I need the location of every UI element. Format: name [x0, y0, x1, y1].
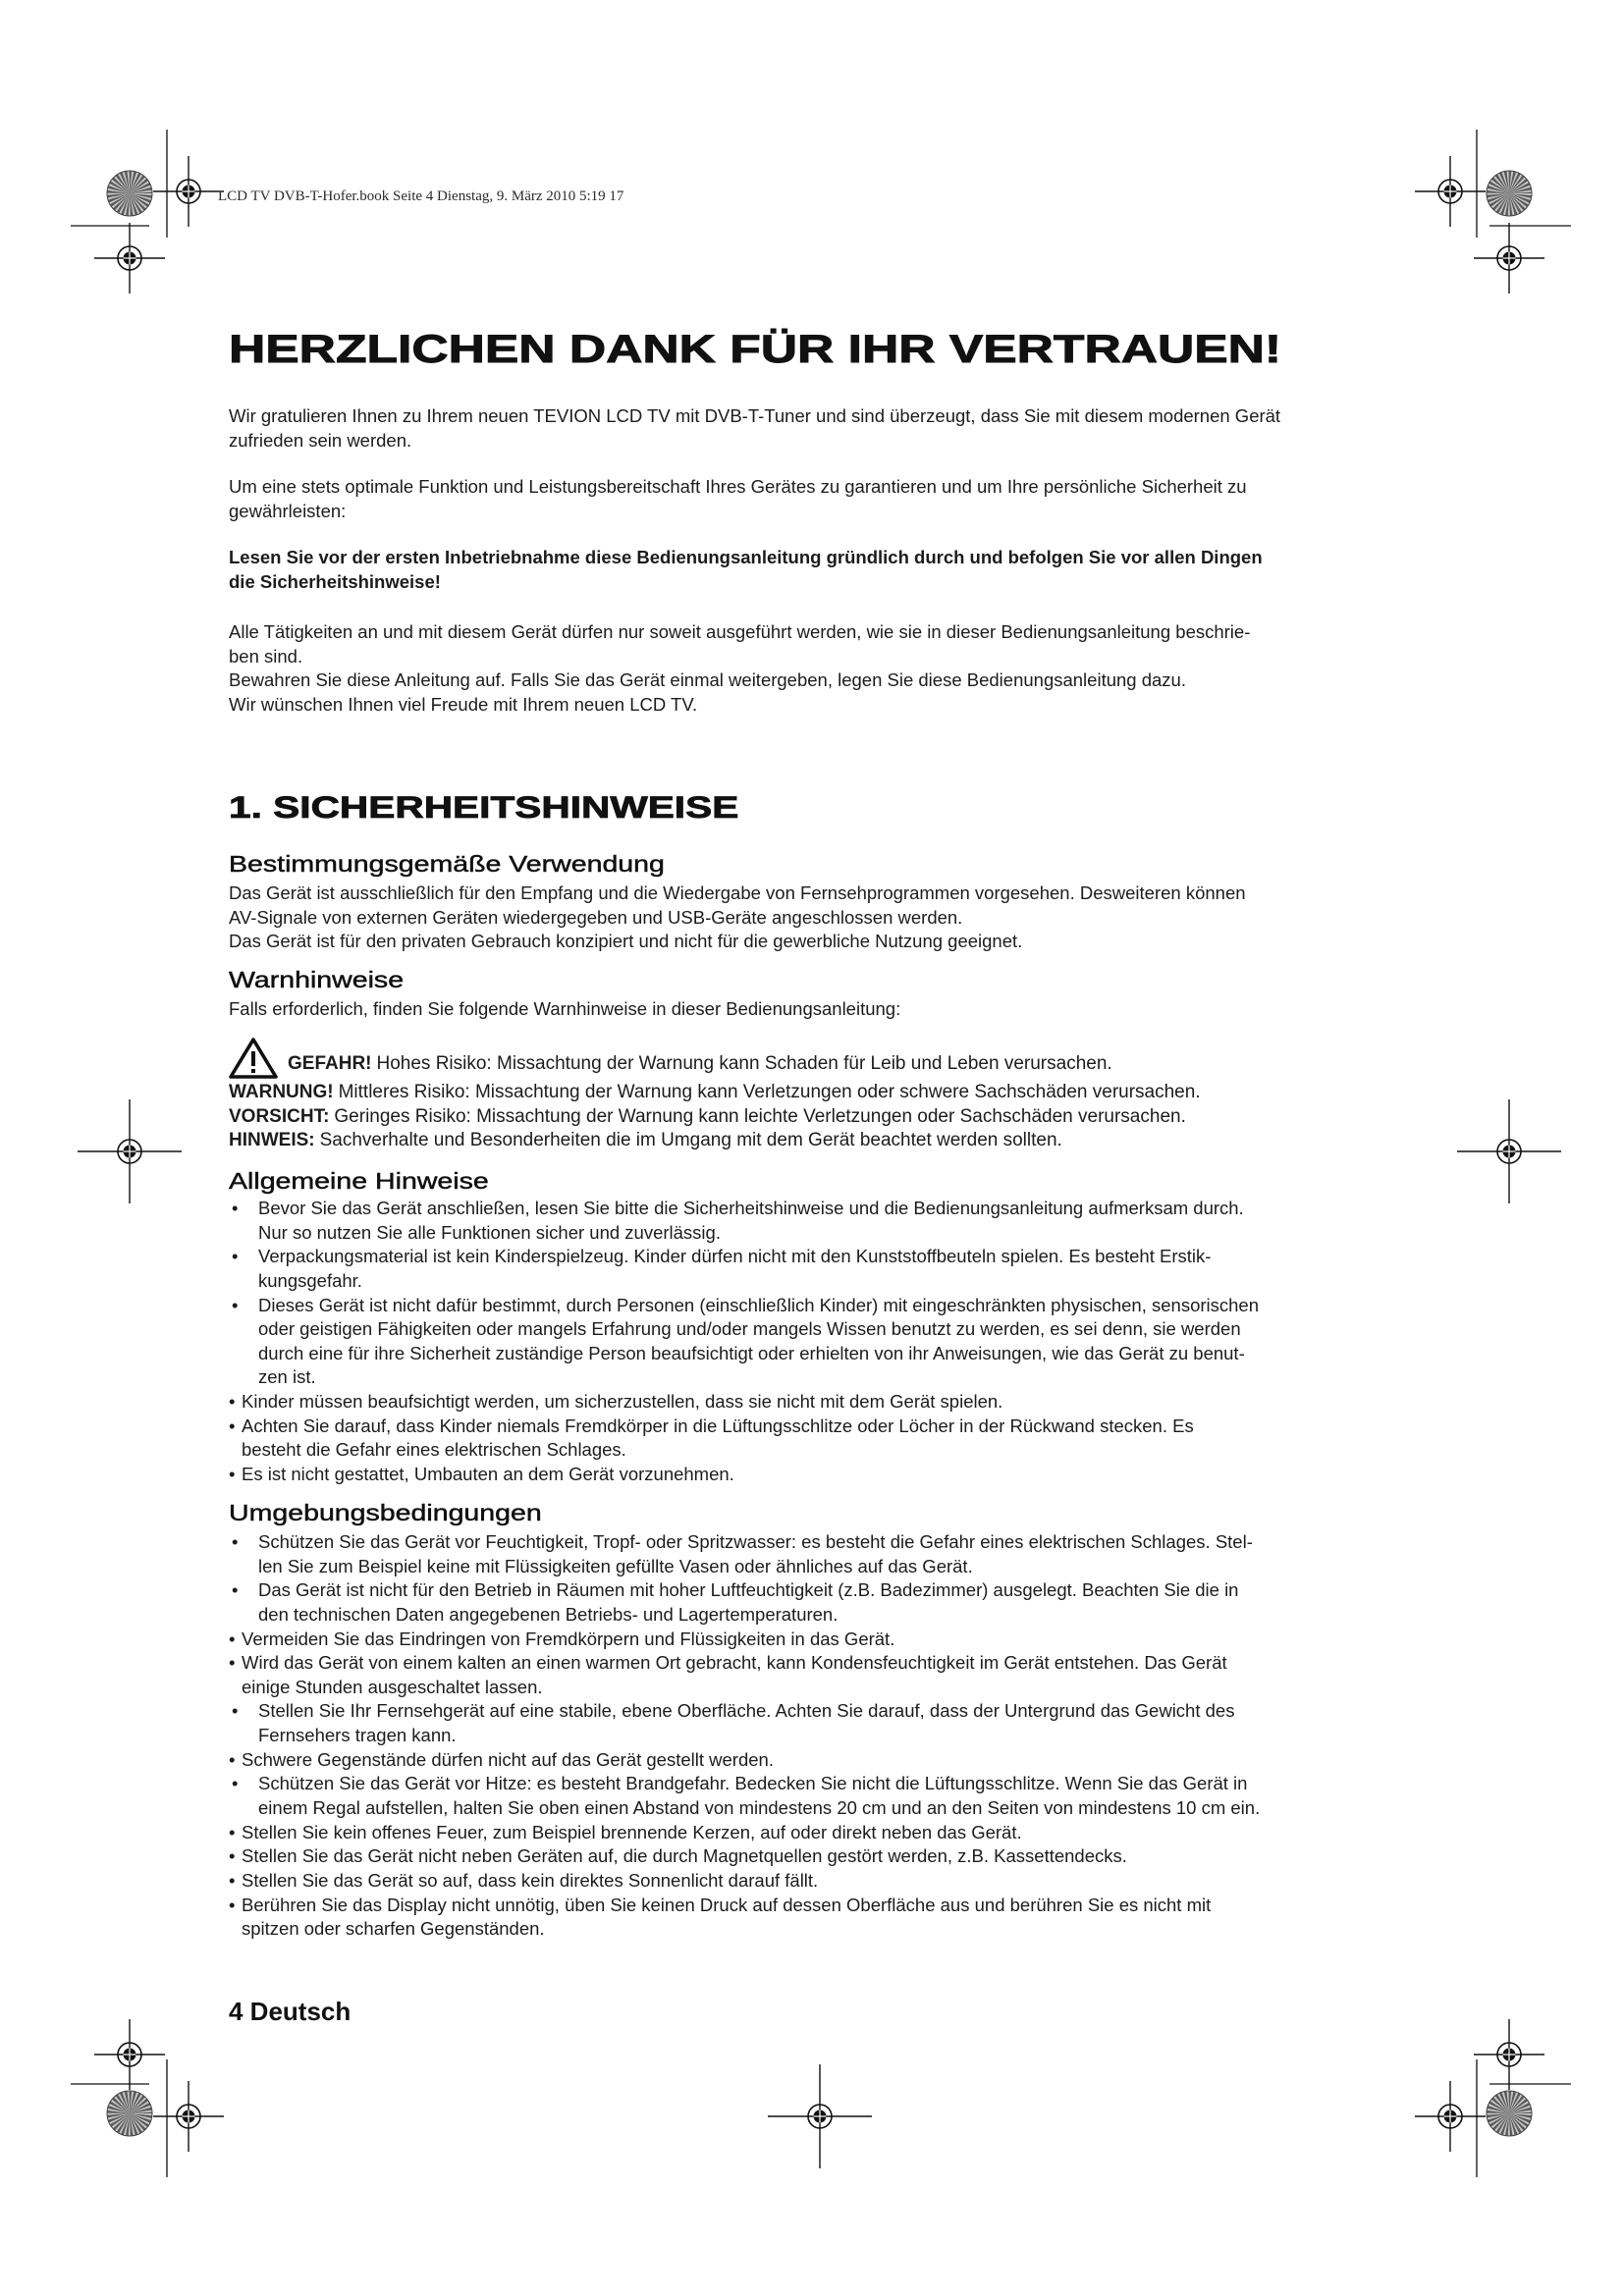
list-item: [229, 1651, 1260, 1699]
bullet: •: [229, 1845, 236, 1867]
subheading-umgebungsbedingungen: Umgebungsbedingungen: [229, 1500, 542, 1525]
text-line: Das Gerät ist nicht für den Betrieb in Räumen mit hoher Luftfeuchtigkeit (z.B. Badezimmer) ausgelegt. Beachten Sie die in: [258, 1579, 1239, 1601]
umgebungsbedingungen-list: [229, 1530, 1260, 1942]
crosshair-bottom-right-b: [1415, 2081, 1486, 2152]
list-item: [229, 1699, 1260, 1747]
bullet: •: [232, 1246, 239, 1267]
bullet: •: [232, 1773, 239, 1794]
bullet: •: [229, 1821, 236, 1842]
list-item: [229, 1578, 1260, 1627]
crosshair-bottom-center: [768, 2064, 872, 2168]
list-item: [229, 1390, 1259, 1415]
intro-paragraph-2: [229, 475, 1247, 523]
bullet: •: [232, 1294, 239, 1315]
text-line: zufrieden sein werden.: [229, 429, 412, 451]
warning-label: WARNUNG!: [229, 1082, 334, 1102]
bullet: •: [229, 1748, 236, 1770]
text-line: kungsgefahr.: [258, 1269, 362, 1291]
list-item: [229, 1869, 1260, 1894]
warning-label: HINWEIS:: [229, 1130, 315, 1151]
text-line: Schwere Gegenstände dürfen nicht auf das Gerät gestellt werden.: [242, 1748, 774, 1770]
print-slug-line: LCD TV DVB-T-Hofer.book Seite 4 Dienstag, 9. März 2010 5:19 17: [218, 188, 624, 204]
text-line: Stellen Sie Ihr Fernsehgerät auf eine stabile, ebene Oberfläche. Achten Sie darauf, dass der Untergrund das Gewicht des: [258, 1700, 1235, 1722]
warning-label: VORSICHT:: [229, 1105, 330, 1127]
bullet: •: [229, 1894, 236, 1915]
crosshair-middle-right: [1457, 1099, 1561, 1203]
text-line: oder geistigen Fähigkeiten oder mangels Erfahrung und/oder mangels Wissen benutzt zu werden, es sei denn, sie werden: [258, 1318, 1241, 1340]
list-item: [229, 1463, 1259, 1487]
registration-star-bottom-right: [1487, 2091, 1532, 2136]
text-line: AV-Signale von externen Geräten wiedergegeben und USB-Geräte angeschlossen werden.: [229, 906, 963, 928]
text-line: Fernsehers tragen kann.: [258, 1725, 457, 1746]
subheading-allgemeine-hinweise: Allgemeine Hinweise: [229, 1168, 489, 1194]
subheading-warnhinweise: Warnhinweise: [229, 967, 405, 992]
text-line: Das Gerät ist ausschließlich für den Empfang und die Wiedergabe von Fernsehprogrammen vorgesehen. Desweiteren können: [229, 882, 1246, 903]
bullet: •: [229, 1652, 236, 1674]
text-line: den technischen Daten angegebenen Betriebs- und Lagertemperaturen.: [258, 1603, 839, 1625]
list-item: [229, 1245, 1259, 1293]
crosshair-top-left-b: [94, 223, 165, 294]
list-item: [229, 1530, 1260, 1578]
text-line: Stellen Sie kein offenes Feuer, zum Beispiel brennende Kerzen, auf oder direkt neben das Gerät.: [242, 1821, 1022, 1842]
bullet: •: [229, 1869, 236, 1891]
registration-star-top-left: [107, 171, 152, 216]
text-line: Achten Sie darauf, dass Kinder niemals Fremdkörper in die Lüftungsschlitze oder Löcher in der Rückwand stecken. Es: [242, 1415, 1194, 1436]
warning-text: Sachverhalte und Besonderheiten die im Umgang mit dem Gerät beachtet werden sollten.: [319, 1130, 1062, 1151]
list-item: [229, 1415, 1259, 1463]
text-line: Kinder müssen beaufsichtigt werden, um sicherzustellen, dass sie nicht mit dem Gerät spielen.: [242, 1391, 1003, 1413]
intro-paragraph-1: [229, 404, 1280, 453]
text-line: Verpackungsmaterial ist kein Kinderspielzeug. Kinder dürfen nicht mit den Kunststoffbeuteln spielen. Es besteht Erstik-: [258, 1246, 1212, 1267]
text-line: Stellen Sie das Gerät nicht neben Geräten auf, die durch Magnetquellen gestört werden, z.B. Kassettendecks.: [242, 1845, 1127, 1867]
warning-text: Hohes Risiko: Missachtung der Warnung kann Schaden für Leib und Leben verursachen.: [376, 1053, 1112, 1074]
crosshair-bottom-right-a: [1474, 2019, 1544, 2090]
list-item: [229, 1294, 1259, 1391]
subheading-bestimmung: Bestimmungsgemäße Verwendung: [229, 851, 665, 877]
crosshair-middle-left: [78, 1099, 182, 1203]
crosshair-bottom-left-a: [94, 2019, 165, 2090]
warning-text: Mittleres Risiko: Missachtung der Warnung kann Verletzungen oder schwere Sachschäden verursachen.: [338, 1082, 1201, 1102]
bullet: •: [229, 1464, 236, 1485]
intro-paragraph-4: [229, 620, 1250, 718]
warning-text: Geringes Risiko: Missachtung der Warnung kann leichte Verletzungen oder Sachschäden verursachen.: [334, 1105, 1186, 1127]
bestimmung-paragraph: [229, 881, 1246, 954]
warning-level-warnung: [229, 1081, 1201, 1105]
text-line: Schützen Sie das Gerät vor Feuchtigkeit, Tropf- oder Spritzwasser: es besteht die Gefahr eines elektrischen Schlages. Stel-: [258, 1531, 1253, 1552]
text-line: einem Regal aufstellen, halten Sie oben einen Abstand von mindestens 20 cm und an den Seiten von mindestens 10 cm ein.: [258, 1797, 1261, 1819]
list-item: [229, 1821, 1260, 1845]
text-line: Bevor Sie das Gerät anschließen, lesen Sie bitte die Sicherheitshinweise und die Bedienungsanleitung aufmerksam durch.: [258, 1198, 1244, 1218]
text-line: besteht die Gefahr eines elektrischen Schlages.: [242, 1439, 626, 1461]
page-footer: 4 Deutsch: [229, 1997, 352, 2026]
text-line: gewährleisten:: [229, 500, 347, 521]
text-line: Bewahren Sie diese Anleitung auf. Falls Sie das Gerät einmal weitergeben, legen Sie diese Bedienungsanleitung dazu.: [229, 669, 1186, 691]
warning-level-hinweis: [229, 1129, 1201, 1153]
text-line: zen ist.: [258, 1366, 316, 1388]
warning-level-gefahr: [288, 1052, 1112, 1077]
list-item: [229, 1628, 1260, 1652]
text-line: Wir gratulieren Ihnen zu Ihrem neuen TEVION LCD TV mit DVB-T-Tuner und sind überzeugt, dass Sie mit diesem modernen Gerät: [229, 405, 1281, 426]
text-line: ben sind.: [229, 645, 303, 667]
text-line: Vermeiden Sie das Eindringen von Fremdkörpern und Flüssigkeiten in das Gerät.: [242, 1628, 895, 1649]
text-line: Wird das Gerät von einem kalten an einen warmen Ort gebracht, kann Kondensfeuchtigkeit im Gerät entstehen. Das Gerät: [242, 1652, 1227, 1674]
warning-triangle-icon: [229, 1038, 278, 1079]
page-title: HERZLICHEN DANK FÜR IHR VERTRAUEN!: [229, 328, 1282, 371]
text-line: Nur so nutzen Sie alle Funktionen sicher und zuverlässig.: [258, 1221, 721, 1243]
text-line: Stellen Sie das Gerät so auf, dass kein direktes Sonnenlicht darauf fällt.: [242, 1869, 819, 1891]
text-line: Wir wünschen Ihnen viel Freude mit Ihrem neuen LCD TV.: [229, 693, 698, 715]
bullet: •: [232, 1198, 239, 1218]
text-line: durch eine für ihre Sicherheit zuständige Person beaufsichtigt oder erhielten von ihr Anweisungen, wie das Gerät zu benut-: [258, 1342, 1245, 1363]
text-line: Es ist nicht gestattet, Umbauten an dem Gerät vorzunehmen.: [242, 1464, 734, 1485]
crosshair-bottom-left-b: [153, 2081, 224, 2152]
bullet: •: [232, 1579, 239, 1601]
intro-paragraph-bold: [229, 546, 1263, 594]
list-item: [229, 1844, 1260, 1869]
warning-label: GEFAHR!: [288, 1053, 372, 1074]
text-line: Alle Tätigkeiten an und mit diesem Gerät dürfen nur soweit ausgeführt werden, wie sie in dieser Bedienungsanleitung beschrie-: [229, 621, 1251, 642]
warning-levels: [229, 1081, 1201, 1153]
registration-star-bottom-left: [107, 2091, 152, 2136]
text-line: spitzen oder scharfen Gegenständen.: [242, 1918, 545, 1940]
list-item: [229, 1772, 1260, 1820]
list-item: [229, 1894, 1260, 1942]
text-line: Das Gerät ist für den privaten Gebrauch konzipiert und nicht für die gewerbliche Nutzung geeignet.: [229, 931, 1023, 952]
bullet: •: [229, 1415, 236, 1436]
bullet: •: [232, 1700, 239, 1722]
text-line: Berühren Sie das Display nicht unnötig, üben Sie keinen Druck auf dessen Oberfläche aus und berühren Sie es nicht mit: [242, 1894, 1212, 1915]
text-line: Um eine stets optimale Funktion und Leistungsbereitschaft Ihres Gerätes zu garantieren und um Ihre persönliche Sicherheit zu: [229, 476, 1247, 497]
text-line: die Sicherheitshinweise!: [229, 570, 441, 592]
bullet: •: [229, 1391, 236, 1413]
text-line: einige Stunden ausgeschaltet lassen.: [242, 1676, 543, 1697]
allgemeine-hinweise-list: [229, 1197, 1259, 1487]
crosshair-top-right-a: [1415, 156, 1486, 227]
list-item: [229, 1748, 1260, 1773]
text-line: len Sie zum Beispiel keine mit Flüssigkeiten gefüllte Vasen oder ähnliches auf das Gerät.: [258, 1555, 973, 1576]
text-line: Dieses Gerät ist nicht dafür bestimmt, durch Personen (einschließlich Kinder) mit eingeschränkten physischen, sensorischen: [258, 1294, 1259, 1315]
text-line: Lesen Sie vor der ersten Inbetriebnahme diese Bedienungsanleitung gründlich durch und befolgen Sie vor allen Dingen: [229, 547, 1263, 567]
crosshair-top-right-b: [1474, 223, 1544, 294]
bullet: •: [232, 1531, 239, 1552]
warn-intro: Falls erforderlich, finden Sie folgende Warnhinweise in dieser Bedienungsanleitung:: [229, 998, 901, 1019]
warning-level-vorsicht: [229, 1105, 1201, 1130]
bullet: •: [229, 1628, 236, 1649]
crosshair-top-left-a: [153, 156, 224, 227]
list-item: [229, 1197, 1259, 1245]
section-title: 1. SICHERHEITSHINWEISE: [229, 789, 739, 825]
text-line: Schützen Sie das Gerät vor Hitze: es besteht Brandgefahr. Bedecken Sie nicht die Lüftungsschlitze. Wenn Sie das Gerät in: [258, 1773, 1248, 1794]
registration-star-top-right: [1487, 171, 1532, 216]
